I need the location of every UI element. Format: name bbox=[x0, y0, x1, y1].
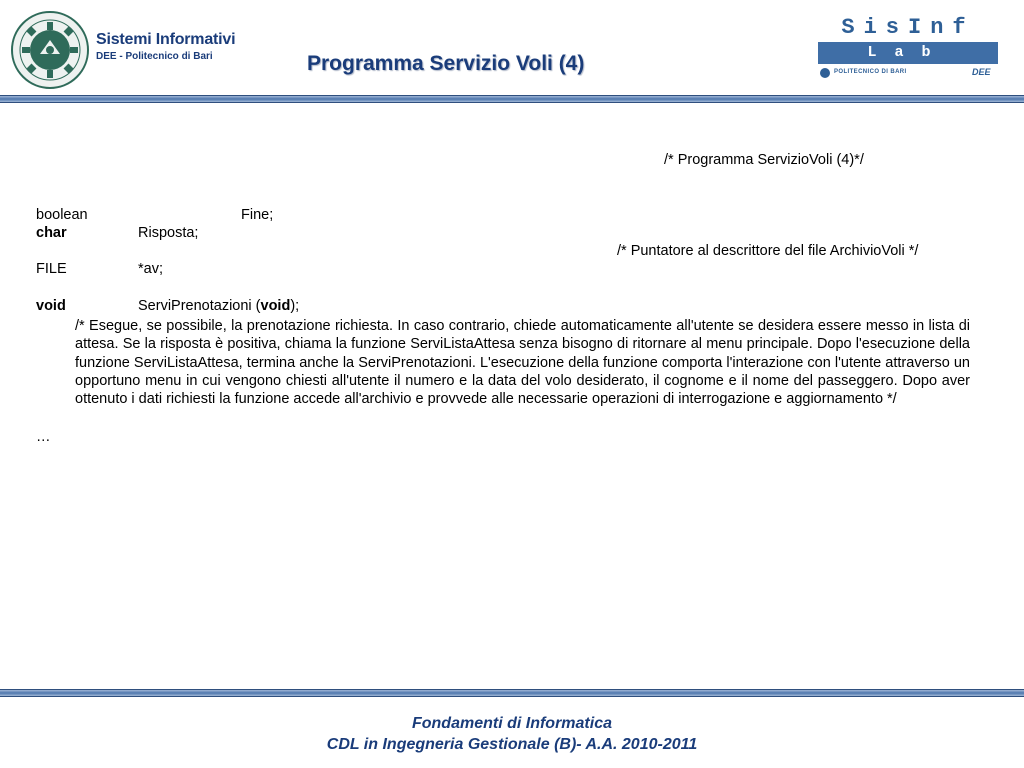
decl-name-risposta: Risposta; bbox=[138, 225, 199, 241]
function-description: /* Esegue, se possibile, la prenotazione richiesta. In caso contrario, chiede automaticamente all'utente se desidera essere messo in lista di attesa. Se la risposta è positiva, chiama la funzione ServiListaAttesa senza bisogno di ritornare al menu principale. Dopo l'esecuzione della funzione ServiListaAttesa, termina anche la ServiPrenotazioni. L'esecuzione della funzione comporta l'interazione con l'utente attraverso un opportuno menu in cui vengono chiesti all'utente il numero e la data del volo desiderato, il cognome e il nome del passeggero. Dopo aver ottenuto i dati richiesti la funzione accede all'archivio e provvede alle necessarie operazioni di interrogazione e aggiornamento */ bbox=[75, 318, 970, 408]
decl-type-void: void bbox=[36, 298, 66, 314]
decl-name-fine: Fine; bbox=[241, 207, 274, 223]
lab-logo-dee-text: DEE bbox=[972, 67, 991, 77]
lab-logo-poli-text: POLITECNICO DI BARI bbox=[834, 69, 907, 75]
university-seal-logo bbox=[10, 10, 90, 90]
brand-subtitle: DEE - Politecnico di Bari bbox=[96, 51, 213, 62]
function-param-void: void bbox=[260, 298, 291, 314]
function-signature bbox=[138, 297, 299, 315]
comment-title: /* Programma ServizioVoli (4)*/ bbox=[664, 152, 864, 168]
footer-course: Fondamenti di Informatica bbox=[411, 715, 612, 732]
decl-name-av: *av; bbox=[138, 261, 163, 277]
lab-logo-top-text: SisInf bbox=[841, 15, 975, 40]
ellipsis: … bbox=[36, 429, 51, 445]
comment-pointer: /* Puntatore al descrittore del file ArchivioVoli */ bbox=[617, 243, 919, 259]
footer-divider bbox=[0, 689, 1024, 697]
footer-degree: CDL in Ingegneria Gestionale (B)- A.A. 2010-2011 bbox=[326, 736, 698, 753]
sisinf-lab-logo bbox=[818, 14, 998, 84]
brand-block bbox=[96, 31, 235, 63]
function-name: ServiPrenotazioni ( bbox=[138, 298, 261, 314]
poliba-mini-seal-icon bbox=[820, 68, 830, 78]
decl-type-char: char bbox=[36, 225, 67, 241]
slide-title: Programma Servizio Voli (4) bbox=[307, 52, 585, 75]
lab-logo-bottom bbox=[818, 68, 998, 82]
lab-logo-band-text: Lab bbox=[818, 42, 998, 64]
brand-title: Sistemi Informativi bbox=[96, 31, 236, 48]
header-divider bbox=[0, 95, 1024, 103]
decl-type-boolean: boolean bbox=[36, 207, 88, 223]
decl-type-file: FILE bbox=[36, 261, 67, 277]
function-close: ); bbox=[290, 298, 300, 314]
